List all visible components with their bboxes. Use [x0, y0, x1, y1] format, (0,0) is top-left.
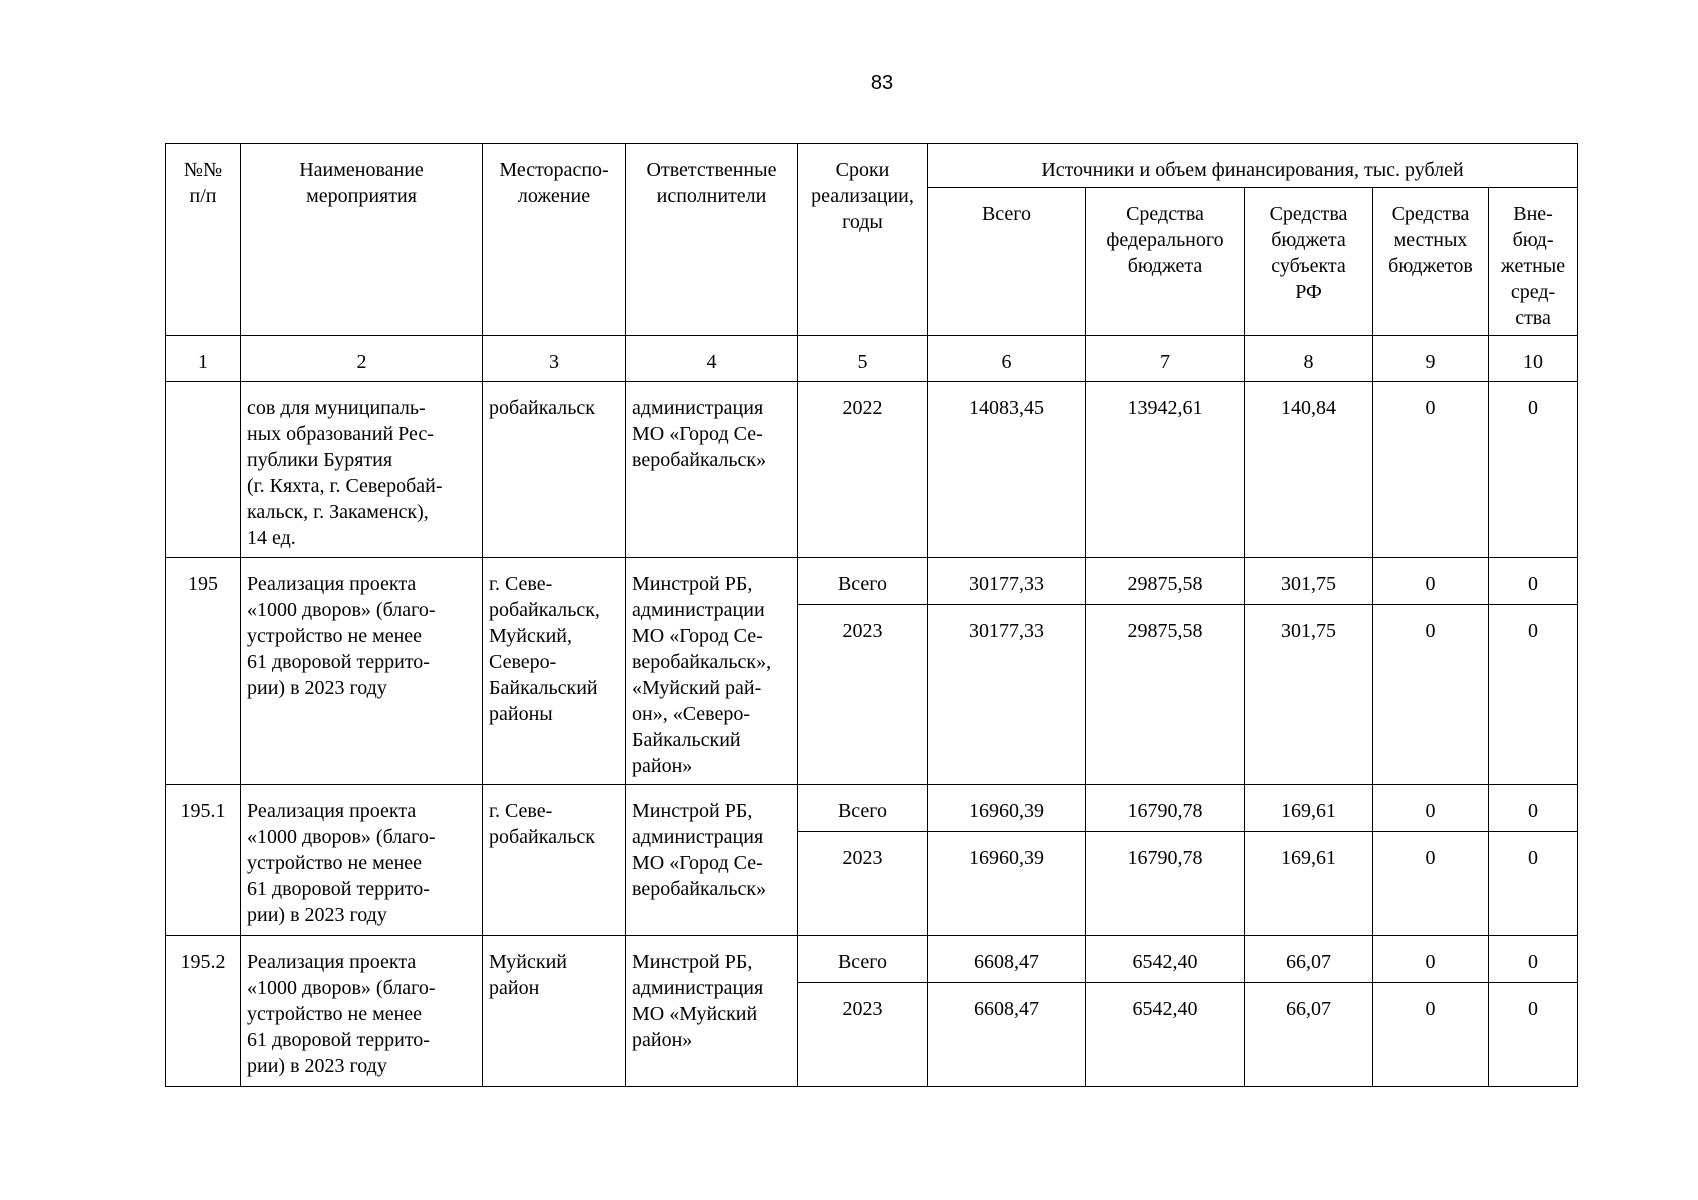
row-regional: 169,61: [1245, 832, 1373, 936]
header-financing-group: Источники и объем финансирования, тыс. рублей: [928, 144, 1578, 188]
row-local: 0: [1373, 936, 1489, 983]
row-executors: администрация МО «Город Се- веробайкальск»: [626, 382, 798, 558]
row-event-name: Реализация проекта «1000 дворов» (благо- устройство не менее 61 дворовой террито- рии) в 2023 году: [241, 785, 483, 936]
row-location: г. Севе- робайкальск, Муйский, Северо- Байкальский районы: [483, 558, 626, 785]
row-total: 16960,39: [928, 785, 1086, 832]
row-federal: 6542,40: [1086, 936, 1245, 983]
table-row: [166, 936, 1578, 983]
row-event-name: сов для муниципаль- ных образований Рес- публики Бурятия (г. Кяхта, г. Северобай- кальск, г. Закаменск), 14 ед.: [241, 382, 483, 558]
table-row: [166, 785, 1578, 832]
row-period: 2023: [798, 605, 928, 785]
header-period: Сроки реализации, годы: [798, 144, 928, 336]
column-number: 5: [798, 336, 928, 382]
column-number-row: [166, 336, 1578, 382]
row-total: 6608,47: [928, 983, 1086, 1087]
row-location: Муйский район: [483, 936, 626, 1087]
column-number: 10: [1489, 336, 1578, 382]
row-total: 6608,47: [928, 936, 1086, 983]
row-executors: Минстрой РБ, администрация МО «Город Се- веробайкальск»: [626, 785, 798, 936]
row-regional: 66,07: [1245, 983, 1373, 1087]
row-federal: 16790,78: [1086, 785, 1245, 832]
row-local: 0: [1373, 558, 1489, 605]
header-location: Местораспо- ложение: [483, 144, 626, 336]
row-period: 2022: [798, 382, 928, 558]
header-extrabudget: Вне- бюд- жетные сред- ства: [1489, 188, 1578, 336]
header-regional: Средства бюджета субъекта РФ: [1245, 188, 1373, 336]
row-regional: 301,75: [1245, 605, 1373, 785]
column-number: 8: [1245, 336, 1373, 382]
column-number: 9: [1373, 336, 1489, 382]
column-number: 4: [626, 336, 798, 382]
row-number: 195.2: [166, 936, 241, 1087]
row-extrabudget: 0: [1489, 983, 1578, 1087]
row-regional: 301,75: [1245, 558, 1373, 605]
row-total: 16960,39: [928, 832, 1086, 936]
financing-table: [165, 143, 1578, 1087]
column-number: 7: [1086, 336, 1245, 382]
row-location: робайкальск: [483, 382, 626, 558]
row-local: 0: [1373, 785, 1489, 832]
column-number: 3: [483, 336, 626, 382]
row-number: 195: [166, 558, 241, 785]
page-number: 83: [870, 72, 894, 94]
row-period: 2023: [798, 983, 928, 1087]
header-num: №№ п/п: [166, 144, 241, 336]
row-extrabudget: 0: [1489, 832, 1578, 936]
row-total: 30177,33: [928, 558, 1086, 605]
row-local: 0: [1373, 983, 1489, 1087]
row-number: [166, 382, 241, 558]
table-row: [166, 382, 1578, 558]
row-regional: 66,07: [1245, 936, 1373, 983]
row-federal: 29875,58: [1086, 558, 1245, 605]
row-period: Всего: [798, 785, 928, 832]
row-local: 0: [1373, 832, 1489, 936]
row-local: 0: [1373, 382, 1489, 558]
header-executors: Ответственные исполнители: [626, 144, 798, 336]
row-total: 30177,33: [928, 605, 1086, 785]
row-total: 14083,45: [928, 382, 1086, 558]
row-extrabudget: 0: [1489, 785, 1578, 832]
header-row: [166, 144, 1578, 188]
row-period: 2023: [798, 832, 928, 936]
row-period: Всего: [798, 558, 928, 605]
row-extrabudget: 0: [1489, 382, 1578, 558]
row-extrabudget: 0: [1489, 558, 1578, 605]
row-period: Всего: [798, 936, 928, 983]
column-number: 2: [241, 336, 483, 382]
row-extrabudget: 0: [1489, 936, 1578, 983]
row-regional: 140,84: [1245, 382, 1373, 558]
column-number: 6: [928, 336, 1086, 382]
header-name: Наименование мероприятия: [241, 144, 483, 336]
column-number: 1: [166, 336, 241, 382]
row-local: 0: [1373, 605, 1489, 785]
row-federal: 29875,58: [1086, 605, 1245, 785]
row-extrabudget: 0: [1489, 605, 1578, 785]
row-event-name: Реализация проекта «1000 дворов» (благо- устройство не менее 61 дворовой террито- рии) в 2023 году: [241, 558, 483, 785]
row-location: г. Севе- робайкальск: [483, 785, 626, 936]
row-federal: 6542,40: [1086, 983, 1245, 1087]
row-executors: Минстрой РБ, администрации МО «Город Се- веробайкальск», «Муйский рай- он», «Северо- Байкальский район»: [626, 558, 798, 785]
row-regional: 169,61: [1245, 785, 1373, 832]
row-executors: Минстрой РБ, администрация МО «Муйский район»: [626, 936, 798, 1087]
row-federal: 16790,78: [1086, 832, 1245, 936]
row-event-name: Реализация проекта «1000 дворов» (благо- устройство не менее 61 дворовой террито- рии) в 2023 году: [241, 936, 483, 1087]
table-row: [166, 558, 1578, 605]
header-local: Средства местных бюджетов: [1373, 188, 1489, 336]
row-federal: 13942,61: [1086, 382, 1245, 558]
header-federal: Средства федерального бюджета: [1086, 188, 1245, 336]
header-total: Всего: [928, 188, 1086, 336]
row-number: 195.1: [166, 785, 241, 936]
